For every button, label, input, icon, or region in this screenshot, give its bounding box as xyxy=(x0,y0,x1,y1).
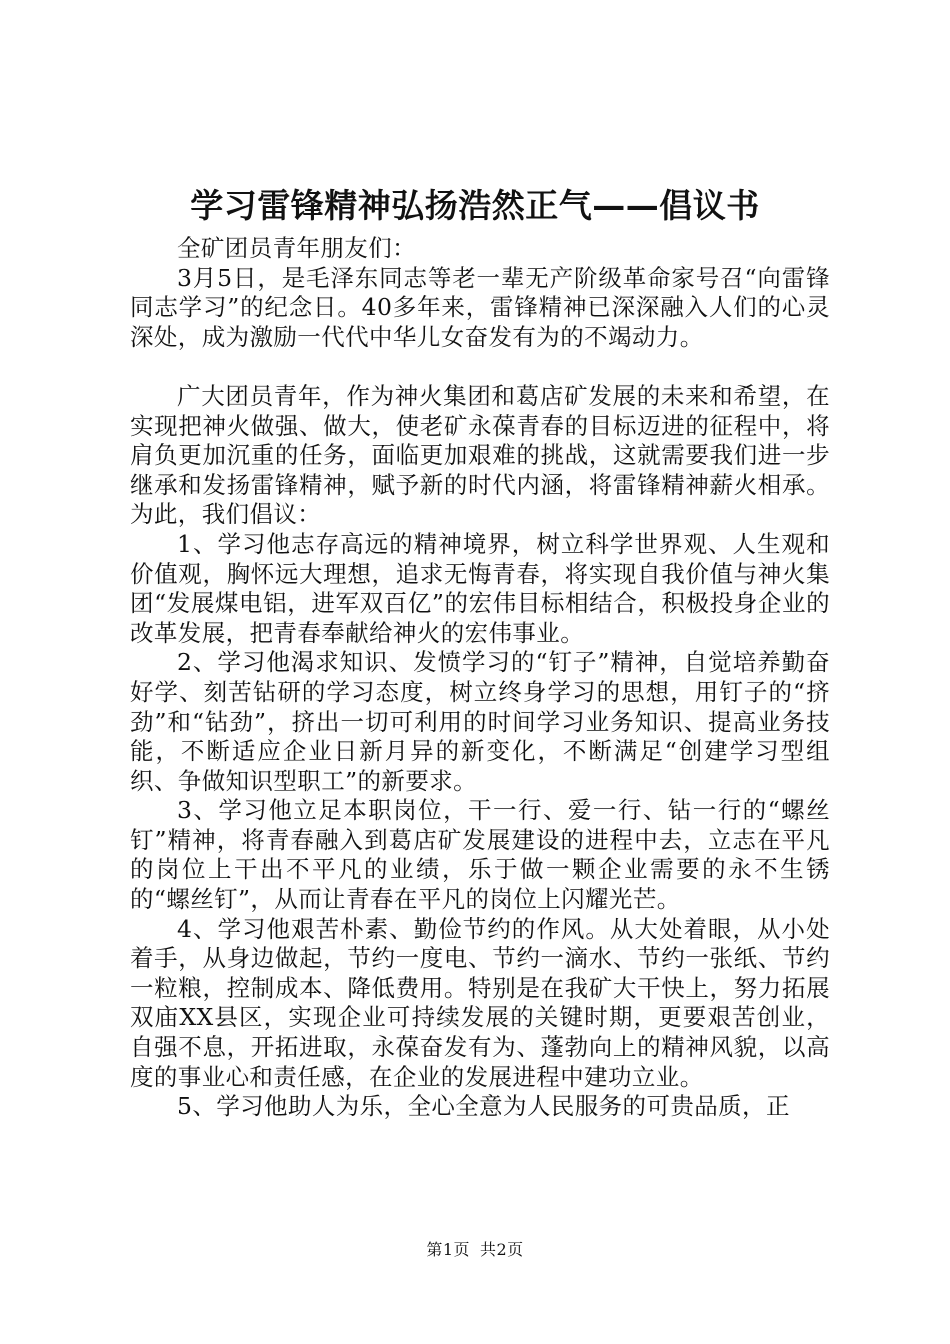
page-number: 第1页 xyxy=(426,1240,470,1259)
paragraph-context: 广大团员青年，作为神火集团和葛店矿发展的未来和希望，在实现把神火做强、做大，使老矿永葆青春的目标迈进的征程中，将肩负更加沉重的任务，面临更加艰难的挑战，这就需要我们进一步继承和发扬雷锋精神，赋予新的时代内涵，将雷锋精神薪火相承。为此，我们倡议： xyxy=(130,381,830,529)
paragraph-proposal-4: 4、学习他艰苦朴素、勤俭节约的作风。从大处着眼，从小处着手，从身边做起，节约一度电、节约一滴水、节约一张纸、节约一粒粮，控制成本、降低费用。特别是在我矿大干快上，努力拓展双庙XX县区，实现企业可持续发展的关键时期，更要艰苦创业，自强不息，开拓进取，永葆奋发有为、蓬勃向上的精神风貌，以高度的事业心和责任感，在企业的发展进程中建功立业。 xyxy=(130,914,830,1091)
salutation: 全矿团员青年朋友们： xyxy=(177,234,416,262)
paragraph-proposal-1: 1、学习他志存高远的精神境界，树立科学世界观、人生观和价值观，胸怀远大理想，追求无悔青春，将实现自我价值与神火集团“发展煤电铝，进军双百亿”的宏伟目标相结合，积极投身企业的改革发展，把青春奉献给神火的宏伟事业。 xyxy=(130,529,830,647)
paragraph-proposal-5: 5、学习他助人为乐，全心全意为人民服务的可贵品质，正 xyxy=(177,1092,790,1121)
page-total: 共2页 xyxy=(480,1240,524,1259)
paragraph-proposal-2: 2、学习他渴求知识、发愤学习的“钉子”精神，自觉培养勤奋好学、刻苦钻研的学习态度，树立终身学习的思想，用钉子的“挤劲”和“钻劲”，挤出一切可利用的时间学习业务知识、提高业务技能，不断适应企业日新月异的新变化，不断满足“创建学习型组织、争做知识型职工”的新要求。 xyxy=(130,648,830,795)
document-body xyxy=(130,234,830,1122)
paragraph-proposal-3: 3、学习他立足本职岗位，干一行、爱一行、钻一行的“螺丝钉”精神，将青春融入到葛店矿发展建设的进程中去，立志在平凡的岗位上干出不平凡的业绩，乐于做一颗企业需要的永不生锈的“螺丝钉”，从而让青春在平凡的岗位上闪耀光芒。 xyxy=(130,796,830,914)
paragraph-intro: 3月5日，是毛泽东同志等老一辈无产阶级革命家号召“向雷锋同志学习”的纪念日。40多年来，雷锋精神已深深融入人们的心灵深处，成为激励一代代中华儿女奋发有为的不竭动力。 xyxy=(130,263,830,351)
document-title: 学习雷锋精神弘扬浩然正气——倡议书 xyxy=(190,186,760,225)
page-footer xyxy=(0,1238,950,1262)
